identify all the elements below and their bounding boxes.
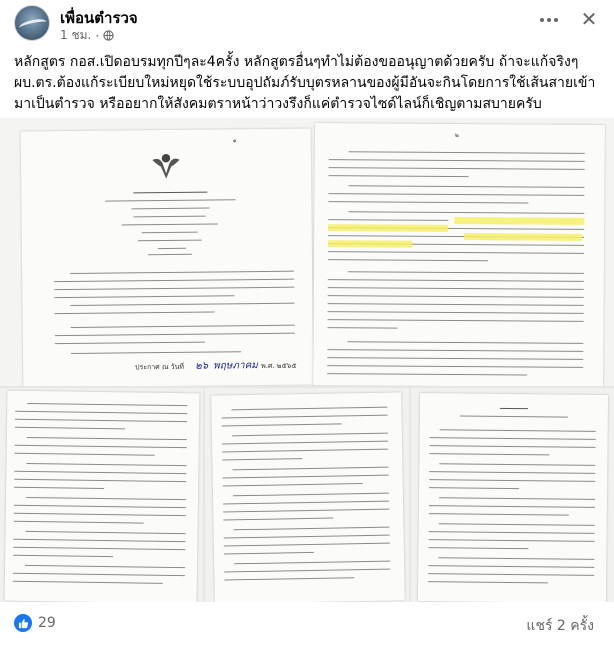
meta-separator: ·	[95, 28, 100, 43]
photo-grid	[0, 118, 614, 602]
reaction-count: 29	[38, 615, 56, 631]
doc-date-month: พฤษภาคม	[213, 360, 258, 372]
post-footer	[0, 602, 614, 658]
highlight-mark	[454, 217, 584, 225]
garuda-emblem-icon	[149, 148, 183, 182]
highlight-mark	[328, 240, 412, 248]
close-button[interactable]	[578, 8, 600, 30]
document-page-left	[21, 128, 314, 386]
photo-thumbnail-1[interactable]	[0, 388, 203, 602]
photo-main[interactable]	[0, 118, 614, 386]
post-meta	[60, 26, 114, 45]
like-icon	[14, 614, 32, 632]
photo-thumbnail-2[interactable]	[205, 388, 409, 602]
doc-date-year: พ.ศ. ๒๕๖๕	[261, 361, 297, 371]
share-count[interactable]: แชร์ 2 ครั้ง	[526, 618, 594, 634]
more-options-button[interactable]	[536, 10, 562, 30]
post-time[interactable]: 1 ชม.	[60, 28, 92, 42]
reactions-summary[interactable]	[14, 614, 56, 632]
highlight-mark	[464, 233, 582, 241]
doc-date-day: ๒๖	[195, 360, 209, 372]
document-page	[5, 391, 200, 602]
doc-page-number-right: ๒	[454, 131, 459, 139]
photo-thumbnail-3[interactable]	[411, 388, 614, 602]
post-text: หลักสูตร กอส.เปิดอบรมทุกปีๆละ4ครั้ง หลักสูตรอื่นๆทำไม่ต้องขออนุญาตด้วยครับ ถ้าจะแก้จริงๆ ผบ.ตร.ต้องแก้ระเบียบใหม่หยุดใช้ระบบอุปถัมภ์รับบุตรหลานของผู้มีอันจะกินโดยการใช้เส้นสายเข้ามาเป็นตำรวจ หรืออยากให้สังคมตราหน้าว่าวงรึงก็แค่ตำรวจไซด์ไลน์ก็เชิญตามสบายครับ	[14, 54, 596, 112]
page-name[interactable]: เพื่อนตำรวจ	[60, 9, 138, 27]
more-options-icon	[540, 18, 544, 22]
post-header	[0, 0, 614, 46]
highlight-mark	[328, 224, 448, 232]
page-avatar[interactable]	[14, 5, 50, 41]
doc-date-label: ประกาศ ณ วันที่	[135, 362, 185, 372]
close-icon: ✕	[580, 7, 598, 31]
document-page	[211, 392, 405, 602]
doc-page-number: ๑	[232, 137, 237, 145]
document-page	[418, 393, 608, 602]
document-page-right	[313, 123, 605, 386]
globe-icon	[103, 30, 114, 41]
